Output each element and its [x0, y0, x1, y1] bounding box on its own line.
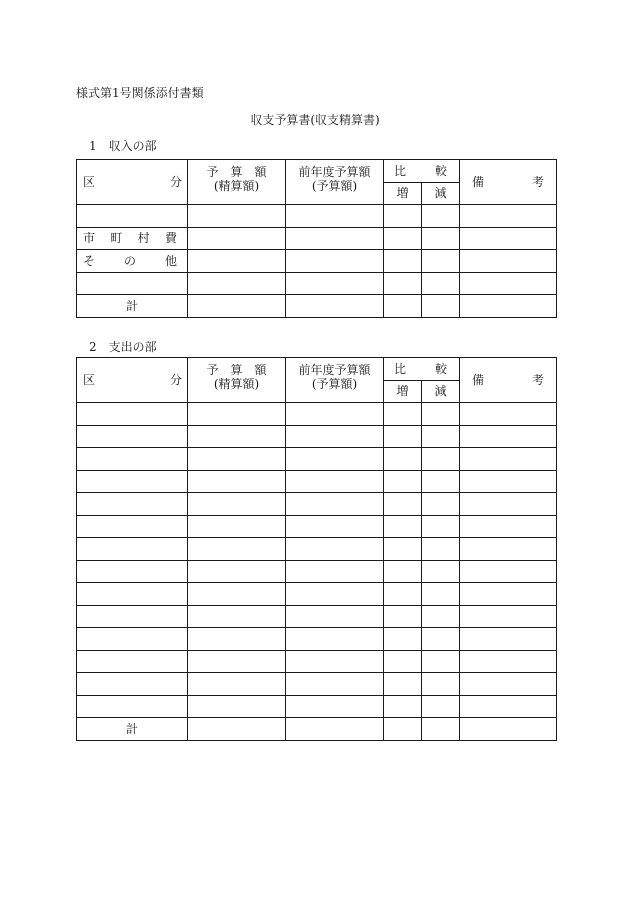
increase-cell [384, 650, 422, 673]
decrease-cell [422, 272, 460, 295]
category-cell [77, 448, 188, 471]
document-title: 収支予算書(収支精算書) [250, 113, 380, 127]
remarks-header: 備 考 [460, 358, 557, 403]
prev-budget-cell [286, 583, 384, 606]
budget-header: 予 算 額 (精算額) [188, 358, 286, 403]
prev-budget-cell [286, 673, 384, 696]
budget-cell [188, 227, 286, 250]
table-header-row [77, 160, 557, 183]
budget-cell [188, 673, 286, 696]
increase-cell [384, 605, 422, 628]
decrease-cell [422, 205, 460, 228]
prev-budget-cell [286, 538, 384, 561]
prev-budget-cell [286, 272, 384, 295]
decrease-cell [422, 583, 460, 606]
budget-header: 予 算 額 (精算額) [188, 160, 286, 205]
category-cell [77, 605, 188, 628]
remarks-cell [460, 650, 557, 673]
total-row [77, 295, 557, 318]
budget-cell [188, 560, 286, 583]
category-cell [77, 250, 188, 273]
remarks-cell [460, 560, 557, 583]
increase-cell [384, 272, 422, 295]
budget-cell [188, 250, 286, 273]
remarks-cell [460, 425, 557, 448]
row-label: 市 町 村 費 [83, 231, 177, 246]
comparison-header: 比 較 [384, 358, 460, 381]
decrease-cell [422, 718, 460, 741]
budget-cell [188, 272, 286, 295]
budget-cell [188, 205, 286, 228]
budget-cell [188, 470, 286, 493]
table-row [77, 583, 557, 606]
budget-cell [188, 403, 286, 426]
total-row [77, 718, 557, 741]
form-label: 様式第1号関係添付書類 [76, 86, 204, 100]
table-row [77, 650, 557, 673]
decrease-cell [422, 695, 460, 718]
decrease-cell [422, 448, 460, 471]
remarks-cell [460, 272, 557, 295]
income-section-heading: 1 収入の部 [89, 139, 157, 153]
increase-cell [384, 515, 422, 538]
remarks-cell [460, 403, 557, 426]
table-row [77, 605, 557, 628]
table-row [77, 673, 557, 696]
increase-cell [384, 295, 422, 318]
total-label: 計 [77, 295, 188, 318]
budget-cell [188, 425, 286, 448]
remarks-cell [460, 673, 557, 696]
table-row [77, 425, 557, 448]
remarks-cell [460, 718, 557, 741]
prev-budget-header: 前年度予算額 (予算額) [286, 160, 384, 205]
table-row [77, 227, 557, 250]
prev-budget-cell [286, 205, 384, 228]
table-row [77, 205, 557, 228]
table-row [77, 272, 557, 295]
decrease-cell [422, 250, 460, 273]
table-row [77, 493, 557, 516]
prev-budget-cell [286, 250, 384, 273]
remarks-cell [460, 470, 557, 493]
income-table [76, 159, 557, 318]
remarks-cell [460, 295, 557, 318]
category-cell [77, 227, 188, 250]
category-cell [77, 515, 188, 538]
remarks-cell [460, 605, 557, 628]
budget-cell [188, 650, 286, 673]
increase-cell [384, 538, 422, 561]
expense-table [76, 357, 557, 741]
decrease-cell [422, 538, 460, 561]
remarks-cell [460, 695, 557, 718]
decrease-cell [422, 227, 460, 250]
decrease-cell [422, 673, 460, 696]
budget-cell [188, 695, 286, 718]
increase-cell [384, 250, 422, 273]
remarks-cell [460, 538, 557, 561]
increase-cell [384, 695, 422, 718]
prev-budget-cell [286, 560, 384, 583]
budget-cell [188, 515, 286, 538]
increase-cell [384, 205, 422, 228]
table-row [77, 560, 557, 583]
budget-cell [188, 605, 286, 628]
budget-cell [188, 718, 286, 741]
decrease-header: 減 [422, 182, 460, 205]
prev-budget-cell [286, 295, 384, 318]
total-label: 計 [77, 718, 188, 741]
decrease-cell [422, 403, 460, 426]
category-cell [77, 673, 188, 696]
decrease-cell [422, 425, 460, 448]
increase-cell [384, 628, 422, 651]
category-cell [77, 538, 188, 561]
remarks-cell [460, 448, 557, 471]
prev-budget-header: 前年度予算額 (予算額) [286, 358, 384, 403]
decrease-cell [422, 493, 460, 516]
prev-budget-cell [286, 515, 384, 538]
budget-cell [188, 583, 286, 606]
increase-cell [384, 673, 422, 696]
increase-cell [384, 470, 422, 493]
decrease-cell [422, 605, 460, 628]
decrease-cell [422, 650, 460, 673]
budget-cell [188, 493, 286, 516]
budget-cell [188, 448, 286, 471]
prev-budget-cell [286, 227, 384, 250]
category-cell [77, 650, 188, 673]
decrease-cell [422, 295, 460, 318]
prev-budget-cell [286, 470, 384, 493]
comparison-header: 比 較 [384, 160, 460, 183]
remarks-cell [460, 493, 557, 516]
prev-budget-cell [286, 425, 384, 448]
decrease-header: 減 [422, 380, 460, 403]
category-cell [77, 560, 188, 583]
increase-cell [384, 583, 422, 606]
prev-budget-cell [286, 718, 384, 741]
increase-header: 増 [384, 182, 422, 205]
prev-budget-cell [286, 493, 384, 516]
row-label: そ の 他 [83, 253, 177, 268]
category-cell [77, 425, 188, 448]
category-header: 区 分 [77, 160, 188, 205]
category-cell [77, 403, 188, 426]
table-header-row [77, 358, 557, 381]
increase-cell [384, 227, 422, 250]
table-row [77, 695, 557, 718]
category-cell [77, 695, 188, 718]
remarks-cell [460, 205, 557, 228]
table-row [77, 448, 557, 471]
decrease-cell [422, 515, 460, 538]
remarks-cell [460, 250, 557, 273]
prev-budget-cell [286, 403, 384, 426]
increase-cell [384, 403, 422, 426]
category-cell [77, 583, 188, 606]
remarks-cell [460, 515, 557, 538]
increase-header: 増 [384, 380, 422, 403]
decrease-cell [422, 628, 460, 651]
prev-budget-cell [286, 628, 384, 651]
increase-cell [384, 425, 422, 448]
remarks-cell [460, 628, 557, 651]
remarks-cell [460, 227, 557, 250]
remarks-cell [460, 583, 557, 606]
category-header: 区 分 [77, 358, 188, 403]
category-cell [77, 272, 188, 295]
budget-cell [188, 295, 286, 318]
table-row [77, 470, 557, 493]
increase-cell [384, 448, 422, 471]
prev-budget-cell [286, 650, 384, 673]
category-cell [77, 628, 188, 651]
expense-section-heading: 2 支出の部 [89, 340, 157, 354]
remarks-header: 備 考 [460, 160, 557, 205]
category-cell [77, 205, 188, 228]
decrease-cell [422, 560, 460, 583]
table-row [77, 403, 557, 426]
prev-budget-cell [286, 605, 384, 628]
table-row [77, 250, 557, 273]
table-row [77, 538, 557, 561]
category-cell [77, 493, 188, 516]
prev-budget-cell [286, 695, 384, 718]
category-cell [77, 470, 188, 493]
increase-cell [384, 493, 422, 516]
increase-cell [384, 560, 422, 583]
decrease-cell [422, 470, 460, 493]
prev-budget-cell [286, 448, 384, 471]
increase-cell [384, 718, 422, 741]
budget-cell [188, 628, 286, 651]
table-row [77, 628, 557, 651]
budget-cell [188, 538, 286, 561]
table-row [77, 515, 557, 538]
